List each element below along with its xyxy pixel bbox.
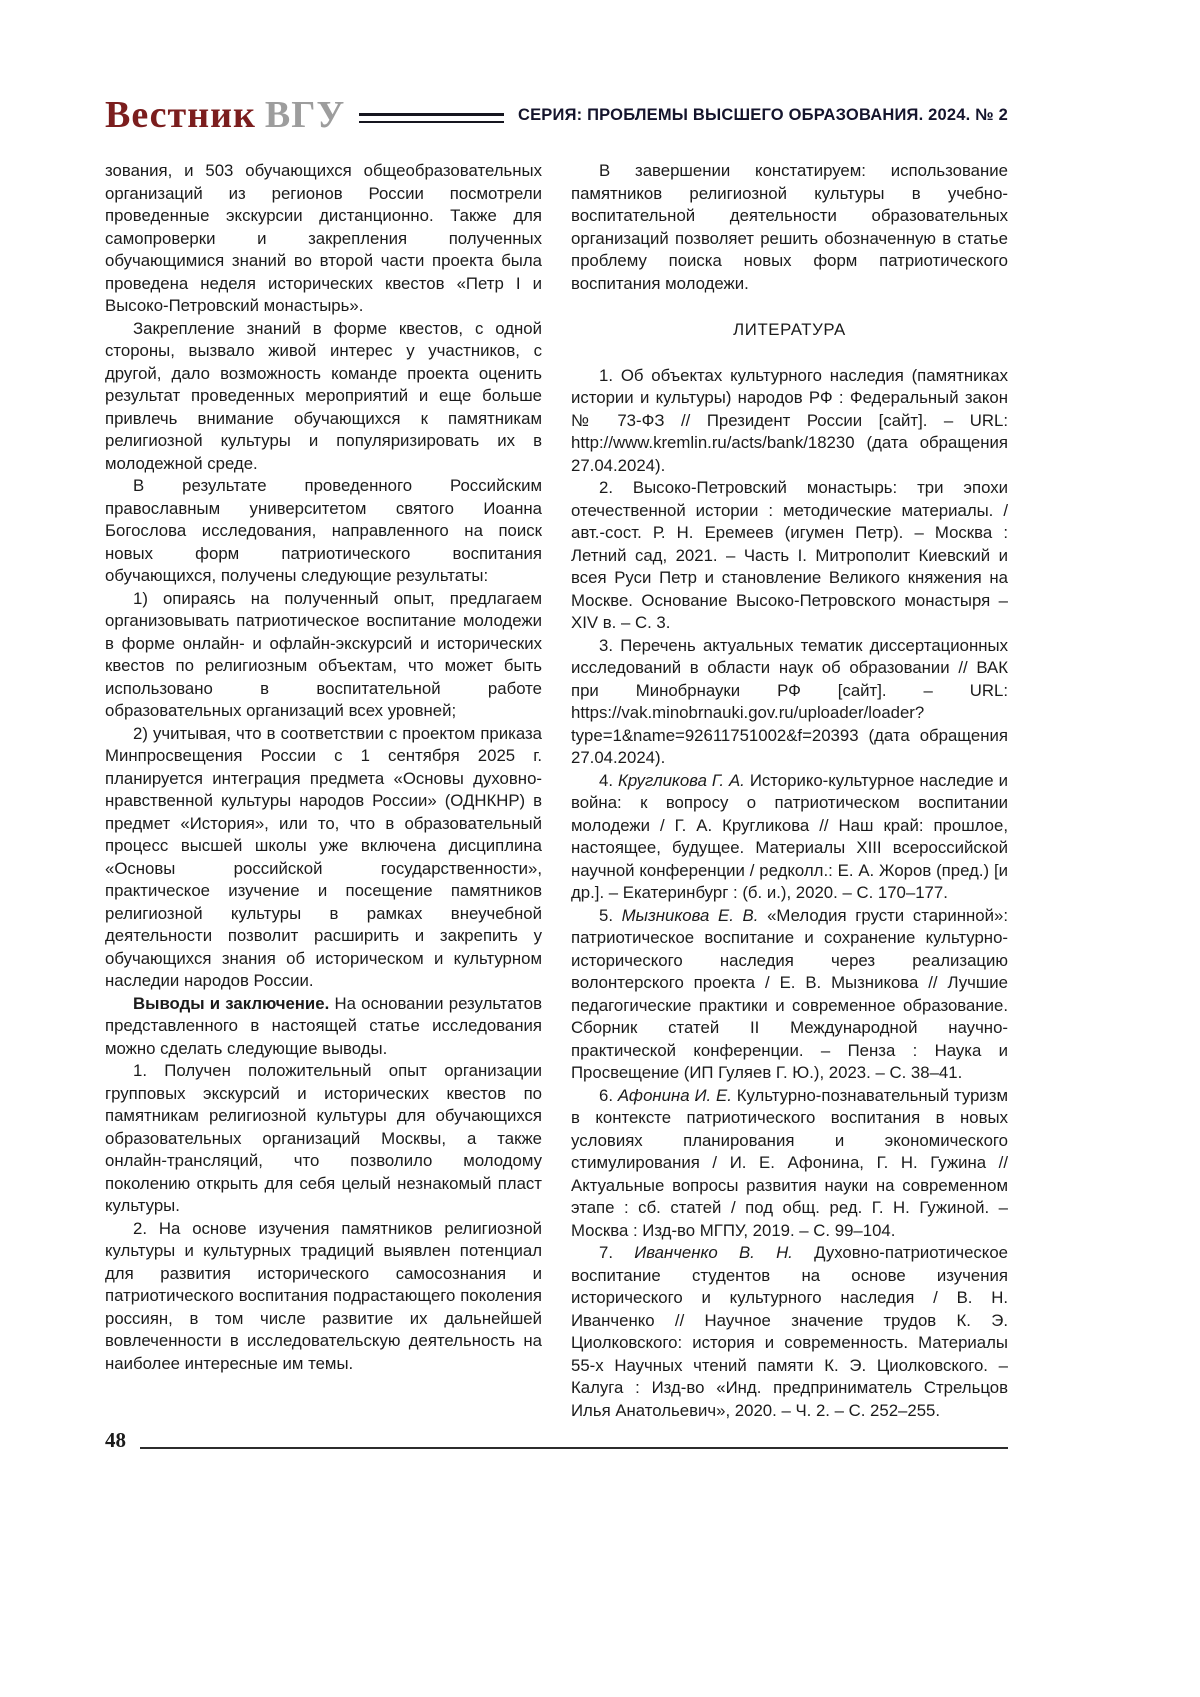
paragraph — [105, 318, 542, 476]
paragraph-text: В завершении констатируем: использование памятников религиозной культуры в учебно-воспитательной деятельности образовательных организаций позволяет решить обозначенную в статье проблему поиска новых форм патриотического воспитания молодежи. — [571, 161, 1008, 293]
right-column — [571, 160, 1008, 1422]
reference-item — [571, 477, 1008, 635]
reference-item — [571, 905, 1008, 1085]
footer-rule — [140, 1447, 1008, 1449]
paragraph — [105, 160, 542, 318]
paragraph-text: Закрепление знаний в форме квестов, с одной стороны, вызвало живой интерес у участников, с другой, дало возможность команде проекта оценить результат проведенных мероприятий и еще больше привлечь внимание обучающихся к памятникам религиозной культуры и популяризировать их в молодежной среде. — [105, 318, 542, 473]
reference-author: Иванченко В. Н. — [634, 1243, 793, 1262]
reference-text: Историко-культурное наследие и война: к вопросу о патриотическом воспитании молодежи / Г. А. Кругликова // Наш край: прошлое, настоящее, будущее. Материалы XIII всероссийской научной конференции / редколл.: Е. А. Жоров (пред.) [и др.]. – Екатеринбург : (б. и.), 2020. – С. 170–177. — [571, 770, 1008, 902]
reference-text: «Мелодия грусти старинной»: патриотическое воспитание и сохранение культурно-исторического наследия через реализацию волонтерского проекта / Е. В. Мызникова // Лучшие педагогические практики и современное образование. Сборник статей II Международной научно-практической конференции. – Пенза : Наука и Просвещение (ИП Гуляев Г. Ю.), 2023. – С. 38–41. — [571, 905, 1008, 1082]
paragraph — [105, 475, 542, 588]
paragraph-text: 1) опираясь на полученный опыт, предлагаем организовывать патриотическое воспитание молодежи в форме онлайн- и офлайн-экскурсий и исторических квестов по религиозным объектам, что может быть использовано в воспитательной работе образовательных организаций всех уровней; — [105, 588, 542, 720]
reference-item — [571, 365, 1008, 478]
paragraph — [105, 723, 542, 993]
reference-number: 7. — [599, 1243, 635, 1262]
reference-number: 5. — [599, 905, 622, 925]
page-footer — [105, 1430, 1008, 1451]
reference-item — [571, 770, 1008, 905]
reference-number: 6. — [599, 1085, 618, 1105]
paragraph-text: 1. Получен положительный опыт организации групповых экскурсий и исторических квестов по памятникам религиозной культуры для обучающихся образовательных организаций Москвы, а также онлайн-трансляций, что позволило молодому поколению открыть для себя целый незнакомый пласт культуры. — [105, 1061, 542, 1215]
reference-item — [571, 1242, 1008, 1422]
header-double-rule — [359, 113, 504, 123]
reference-text: Высоко-Петровский монастырь: три эпохи отечественной истории : методические материалы. / авт.-сост. Р. Н. Еремеев (игумен Петр). – Москва : Летний сад, 2021. – Часть I. Митрополит Киевский и всея Руси Петр и становление Великого княжения на Москве. Основание Высоко-Петровского монастыря – XIV в. – С. 3. — [571, 478, 1008, 632]
logo-word-vgu: ВГУ — [264, 94, 346, 136]
paragraph — [105, 1218, 542, 1376]
article-body — [105, 160, 1008, 1422]
conclusions-lead: Выводы и заключение. — [133, 993, 330, 1013]
reference-author: Афонина И. Е. — [617, 1085, 732, 1105]
reference-text: Культурно-познавательный туризм в контексте патриотического воспитания в новых условиях планирования и экономического стимулирования / И. Е. Афонина, Г. Н. Гужина // Актуальные вопросы развития науки на современном этапе : сб. статей / под общ. ред. Г. Н. Гужиной. – Москва : Изд-во МГПУ, 2019. – С. 99–104. — [571, 1085, 1009, 1240]
page-header — [105, 96, 1008, 134]
reference-author: Мызникова Е. В. — [621, 905, 759, 925]
reference-number: 3. — [599, 635, 621, 655]
reference-item — [571, 635, 1008, 770]
series-title: СЕРИЯ: ПРОБЛЕМЫ ВЫСШЕГО ОБРАЗОВАНИЯ. 2024. № 2 — [517, 105, 1008, 124]
logo-word-vestnik: Вестник — [105, 94, 256, 136]
page-number: 48 — [105, 1428, 126, 1452]
reference-text: Духовно-патриотическое воспитание студентов на основе изучения исторического и культурного наследия / В. Н. Иванченко // Научное значение трудов К. Э. Циолковского: история и современность. Материалы 55-х Научных чтений памяти К. Э. Циолковского. – Калуга : Изд-во «Инд. предприниматель Стрельцов Илья Анатольевич», 2020. – Ч. 2. – С. 252–255. — [571, 1243, 1008, 1420]
paragraph-text: зования, и 503 обучающихся общеобразовательных организаций из регионов России посмотрели проведенные экскурсии дистанционно. Также для самопроверки и закрепления полученных обучающимися знаний во второй части проекта была проведена неделя исторических квестов «Петр I и Высоко-Петровский монастырь». — [105, 161, 542, 315]
conclusion-intro-paragraph — [571, 160, 1008, 295]
reference-number: 2. — [599, 478, 633, 497]
paragraph — [105, 1060, 542, 1218]
paragraph-text: 2. На основе изучения памятников религиозной культуры и культурных традиций выявлен потенциал для развития исторического самосознания и патриотического воспитания подрастающего поколения россиян, в том числе развитие их дальнейшей вовлеченности в исследовательскую деятельность на наиболее интересные им темы. — [105, 1218, 542, 1373]
conclusions-paragraph — [105, 993, 542, 1061]
reference-text: Перечень актуальных тематик диссертационных исследований в области наук об образовании // ВАК при Минобрнауки РФ [сайт]. – URL: https://vak.minobrnauki.gov.ru/uploader/loader?type=1&name=92611751002&f=20393 (дата обращения 27.04.2024). — [571, 635, 1008, 767]
paragraph-text: В результате проведенного Российским православным университетом святого Иоанна Богослова исследования, направленного на поиск новых форм патриотического воспитания обучающихся, получены следующие результаты: — [105, 476, 542, 585]
paragraph — [105, 588, 542, 723]
paragraph-text: На основании результатов представленного в настоящей статье исследования можно сделать следующие выводы. — [105, 993, 543, 1058]
reference-number: 4. — [599, 770, 618, 790]
reference-author: Кругликова Г. А. — [617, 770, 745, 790]
left-column — [105, 160, 542, 1422]
literature-heading: ЛИТЕРАТУРА — [733, 320, 846, 339]
reference-item — [571, 1085, 1008, 1243]
paragraph-text: 2) учитывая, что в соответствии с проектом приказа Минпросвещения России с 1 сентября 2025 г. планируется интеграция предмета «Основы духовно-нравственной культуры народов России» (ОДНКНР) в предмет «История», или то, что в образовательный процесс высшей школы уже включена дисциплина «Основы российской государственности», практическое изучение и посещение памятников религиозной культуры в рамках внеучебной деятельности позволит расширить и закрепить у обучающихся знания об историческом и культурном наследии народов России. — [105, 723, 542, 990]
journal-logo — [105, 96, 345, 134]
reference-text: Об объектах культурного наследия (памятниках истории и культуры) народов РФ : Федеральный закон № 73-ФЗ // Президент России [сайт]. – URL: http://www.kremlin.ru/acts/bank/18230 (дата обращения 27.04.2024). — [571, 365, 1008, 475]
reference-number: 1. — [599, 365, 621, 385]
